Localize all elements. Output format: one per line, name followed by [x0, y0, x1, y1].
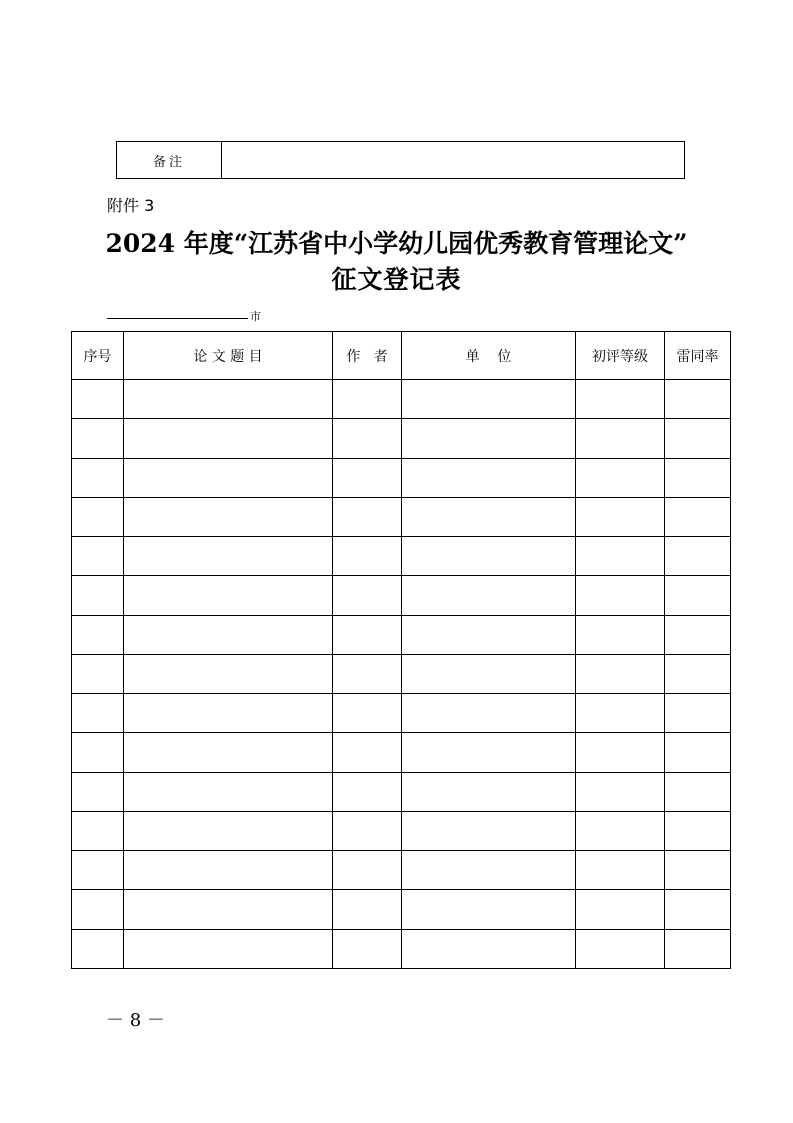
- cell-similarity[interactable]: [665, 733, 731, 772]
- remark-table: [116, 141, 685, 179]
- cell-author[interactable]: [333, 537, 402, 576]
- cell-title[interactable]: [124, 380, 333, 419]
- cell-author[interactable]: [333, 380, 402, 419]
- document-title-line1: 2024 年度“江苏省中小学幼儿园优秀教育管理论文”: [105, 229, 688, 258]
- cell-title[interactable]: [124, 458, 333, 497]
- cell-grade[interactable]: [576, 419, 665, 458]
- page-number: － 8 －: [106, 1010, 165, 1031]
- cell-title[interactable]: [124, 811, 333, 850]
- cell-grade[interactable]: [576, 380, 665, 419]
- cell-unit[interactable]: [402, 733, 576, 772]
- cell-unit[interactable]: [402, 615, 576, 654]
- cell-similarity[interactable]: [665, 694, 731, 733]
- cell-author[interactable]: [333, 694, 402, 733]
- cell-unit[interactable]: [402, 654, 576, 693]
- cell-grade[interactable]: [576, 497, 665, 536]
- cell-seq[interactable]: [72, 929, 124, 968]
- cell-similarity[interactable]: [665, 615, 731, 654]
- cell-unit[interactable]: [402, 811, 576, 850]
- cell-grade[interactable]: [576, 929, 665, 968]
- cell-grade[interactable]: [576, 615, 665, 654]
- cell-seq[interactable]: [72, 811, 124, 850]
- cell-similarity[interactable]: [665, 497, 731, 536]
- table-row: [72, 615, 731, 654]
- header-similarity: 雷同率: [665, 332, 731, 380]
- cell-grade[interactable]: [576, 537, 665, 576]
- cell-author[interactable]: [333, 733, 402, 772]
- table-row: [72, 380, 731, 419]
- cell-unit[interactable]: [402, 497, 576, 536]
- cell-author[interactable]: [333, 851, 402, 890]
- cell-similarity[interactable]: [665, 380, 731, 419]
- header-grade: 初评等级: [576, 332, 665, 380]
- cell-unit[interactable]: [402, 419, 576, 458]
- cell-title[interactable]: [124, 497, 333, 536]
- attachment-label: 附件 3: [107, 196, 155, 215]
- remark-label: 备注: [117, 142, 222, 179]
- cell-title[interactable]: [124, 851, 333, 890]
- cell-unit[interactable]: [402, 772, 576, 811]
- header-author: 作 者: [333, 332, 402, 380]
- cell-grade[interactable]: [576, 654, 665, 693]
- cell-unit[interactable]: [402, 851, 576, 890]
- cell-unit[interactable]: [402, 576, 576, 615]
- cell-similarity[interactable]: [665, 772, 731, 811]
- cell-title[interactable]: [124, 929, 333, 968]
- cell-seq[interactable]: [72, 497, 124, 536]
- cell-title[interactable]: [124, 419, 333, 458]
- cell-similarity[interactable]: [665, 890, 731, 929]
- cell-author[interactable]: [333, 654, 402, 693]
- cell-title[interactable]: [124, 694, 333, 733]
- cell-grade[interactable]: [576, 733, 665, 772]
- cell-grade[interactable]: [576, 694, 665, 733]
- cell-title[interactable]: [124, 772, 333, 811]
- cell-seq[interactable]: [72, 694, 124, 733]
- cell-grade[interactable]: [576, 458, 665, 497]
- cell-unit[interactable]: [402, 929, 576, 968]
- table-row: [72, 694, 731, 733]
- cell-author[interactable]: [333, 419, 402, 458]
- cell-author[interactable]: [333, 576, 402, 615]
- table-row: [72, 537, 731, 576]
- cell-author[interactable]: [333, 811, 402, 850]
- document-title-line2: 征文登记表: [331, 265, 462, 294]
- table-row: [72, 890, 731, 929]
- cell-unit[interactable]: [402, 380, 576, 419]
- cell-title[interactable]: [124, 654, 333, 693]
- cell-seq[interactable]: [72, 576, 124, 615]
- table-row: [72, 851, 731, 890]
- cell-seq[interactable]: [72, 851, 124, 890]
- cell-grade[interactable]: [576, 811, 665, 850]
- table-row: [72, 929, 731, 968]
- cell-similarity[interactable]: [665, 458, 731, 497]
- table-row: [72, 458, 731, 497]
- table-row: [72, 772, 731, 811]
- cell-author[interactable]: [333, 890, 402, 929]
- table-header-row: [72, 332, 731, 380]
- table-row: [72, 497, 731, 536]
- cell-title[interactable]: [124, 733, 333, 772]
- header-unit: 单 位: [402, 332, 576, 380]
- cell-seq[interactable]: [72, 419, 124, 458]
- table-row: [72, 576, 731, 615]
- cell-seq[interactable]: [72, 537, 124, 576]
- cell-grade[interactable]: [576, 890, 665, 929]
- city-suffix: 市: [250, 310, 261, 323]
- cell-similarity[interactable]: [665, 576, 731, 615]
- cell-seq[interactable]: [72, 380, 124, 419]
- cell-author[interactable]: [333, 615, 402, 654]
- cell-seq[interactable]: [72, 615, 124, 654]
- cell-grade[interactable]: [576, 772, 665, 811]
- header-seq: 序号: [72, 332, 124, 380]
- cell-grade[interactable]: [576, 576, 665, 615]
- cell-author[interactable]: [333, 772, 402, 811]
- cell-seq[interactable]: [72, 654, 124, 693]
- cell-similarity[interactable]: [665, 929, 731, 968]
- cell-seq[interactable]: [72, 772, 124, 811]
- cell-similarity[interactable]: [665, 654, 731, 693]
- table-row: [72, 811, 731, 850]
- header-title: 论 文 题 目: [124, 332, 333, 380]
- cell-similarity[interactable]: [665, 419, 731, 458]
- registration-table: [71, 331, 731, 969]
- cell-author[interactable]: [333, 458, 402, 497]
- cell-seq[interactable]: [72, 458, 124, 497]
- cell-author[interactable]: [333, 929, 402, 968]
- table-row: [72, 654, 731, 693]
- table-row: [72, 419, 731, 458]
- cell-unit[interactable]: [402, 458, 576, 497]
- cell-title[interactable]: [124, 890, 333, 929]
- cell-similarity[interactable]: [665, 811, 731, 850]
- cell-seq[interactable]: [72, 733, 124, 772]
- cell-similarity[interactable]: [665, 851, 731, 890]
- city-field: [107, 305, 261, 323]
- cell-author[interactable]: [333, 497, 402, 536]
- remark-value-cell[interactable]: [222, 142, 685, 179]
- cell-unit[interactable]: [402, 537, 576, 576]
- cell-similarity[interactable]: [665, 537, 731, 576]
- city-blank-line[interactable]: [107, 318, 248, 319]
- cell-title[interactable]: [124, 576, 333, 615]
- cell-seq[interactable]: [72, 890, 124, 929]
- cell-title[interactable]: [124, 537, 333, 576]
- table-row: [72, 733, 731, 772]
- cell-title[interactable]: [124, 615, 333, 654]
- cell-unit[interactable]: [402, 890, 576, 929]
- cell-unit[interactable]: [402, 694, 576, 733]
- cell-grade[interactable]: [576, 851, 665, 890]
